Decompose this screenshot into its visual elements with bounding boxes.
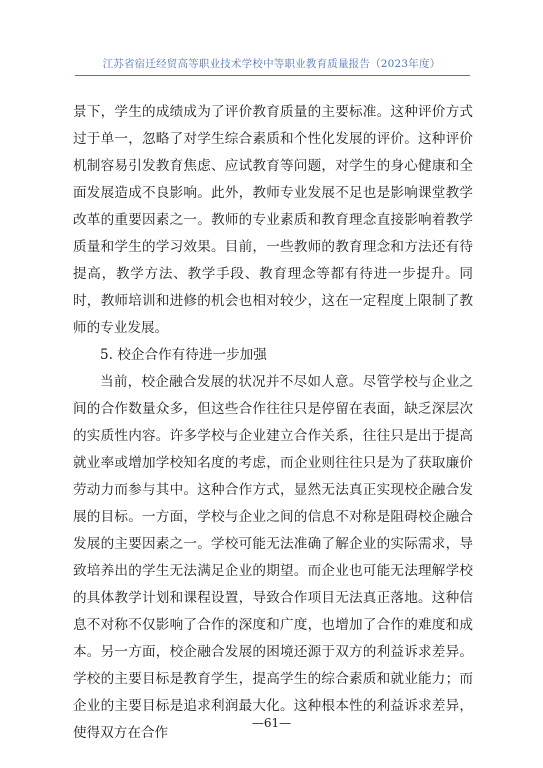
paragraph-school-enterprise: 当前，校企融合发展的状况并不尽如人意。尽管学校与企业之间的合作数量众多，但这些合作往往只是停留在表面，缺乏深层次的实质性内容。许多学校与企业建立合作关系，往往只是出于提高就业率或增加学校知名度的考虑，而企业则往往只是为了获取廉价劳动力而参与其中。这种合作方式，显然无法真正实现校企融合发展的目标。一方面，学校与企业之间的信息不对称是阻碍校企融合发展的主要因素之一。学校可能无法准确了解企业的实际需求，导致培养出的学生无法满足企业的期望。而企业也可能无法理解学校的具体教学计划和课程设置，导致合作项目无法真正落地。这种信息不对称不仅影响了合作的深度和广度，也增加了合作的难度和成本。另一方面，校企融合发展的困境还源于双方的利益诉求差异。学校的主要目标是教育学生，提高学生的综合素质和就业能力；而企业的主要目标是追求利润最大化。这种根本性的利益诉求差异，使得双方在合作 [73,374,473,741]
header-divider [75,75,470,76]
running-header: 江苏省宿迁经贸高等职业技术学校中等职业教育质量报告（2023年度） [102,58,441,70]
section-heading: 5. 校企合作有待进一步加强 [100,347,267,363]
paragraph-continued: 景下，学生的成绩成为了评价教育质量的主要标准。这种评价方式过于单一，忽略了对学生综合素质和个性化发展的评价。这种评价机制容易引发教育焦虑、应试教育等问题，对学生的身心健康和全面发展造成不良影响。此外，教师专业发展不足也是影响课堂教学改革的重要因素之一。教师的专业素质和教育理念直接影响着教学质量和学生的学习效果。目前，一些教师的教育理念和方法还有待提高，教学方法、教学手段、教育理念等都有待进一步提升。同时，教师培训和进修的机会也相对较少，这在一定程度上限制了教师的专业发展。 [73,104,473,336]
page-number: —61— [251,716,292,730]
body-text [73,99,473,747]
